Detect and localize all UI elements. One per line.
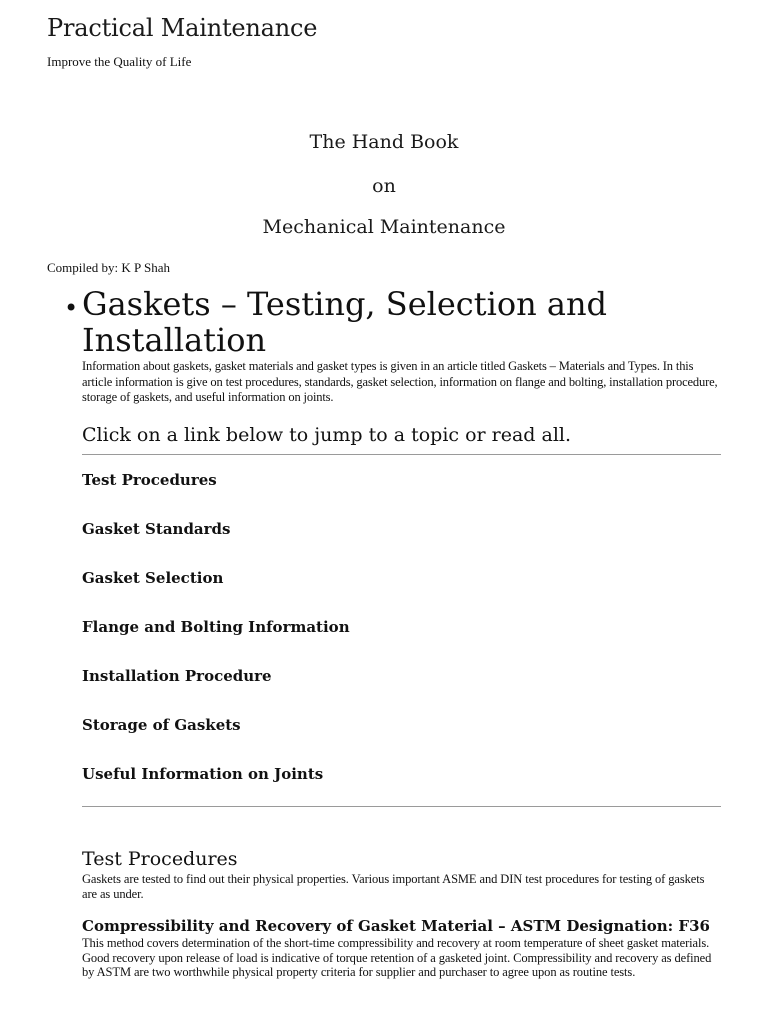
compiled-by: Compiled by: K P Shah <box>47 260 171 275</box>
divider-top <box>82 454 721 455</box>
handbook-title-line-1: The Hand Book <box>309 131 459 153</box>
section-text: Gaskets are tested to find out their physical properties. Various important ASME and DIN test procedures for testing of gaskets are as under. <box>82 872 705 901</box>
toc-link-test-procedures[interactable]: Test Procedures <box>82 471 217 489</box>
article-title: Gaskets – Testing, Selection and Installation <box>82 285 608 359</box>
site-tagline: Improve the Quality of Life <box>47 54 192 69</box>
section-heading-test-procedures: Test Procedures <box>82 848 238 870</box>
article-intro: Information about gaskets, gasket materials and gasket types is given in an article titled Gaskets – Materials and Types. In this article information is give on test procedures, standards, gasket selection, information on flange and bolting, installation procedure, storage of gaskets, and useful information on joints. <box>82 359 718 404</box>
subsection-heading-astm-f36: Compressibility and Recovery of Gasket Material – ASTM Designation: F36 <box>82 917 710 935</box>
handbook-title-line-2: on <box>372 175 396 197</box>
toc-link-useful-information[interactable]: Useful Information on Joints <box>82 765 324 783</box>
jump-instruction: Click on a link below to jump to a topic or read all. <box>82 424 572 446</box>
site-title[interactable]: Practical Maintenance <box>47 14 318 42</box>
handbook-title-line-3: Mechanical Maintenance <box>262 216 506 238</box>
toc-link-flange-bolting[interactable]: Flange and Bolting Information <box>82 618 350 636</box>
list-bullet: • <box>64 294 79 322</box>
toc-link-gasket-selection[interactable]: Gasket Selection <box>82 569 224 587</box>
toc-link-gasket-standards[interactable]: Gasket Standards <box>82 520 231 538</box>
subsection-text: This method covers determination of the short-time compressibility and recovery at room temperature of sheet gasket materials. Good recovery upon release of load is indicative of torque retention of a gasketed joint. Compressibility and recovery as defined by ASTM are two worthwhile physical property criteria for supplier and purchaser to agree upon as routine tests. <box>82 936 712 979</box>
toc-link-storage-of-gaskets[interactable]: Storage of Gaskets <box>82 716 241 734</box>
divider-bottom <box>82 806 721 807</box>
toc-link-installation-procedure[interactable]: Installation Procedure <box>82 667 272 685</box>
